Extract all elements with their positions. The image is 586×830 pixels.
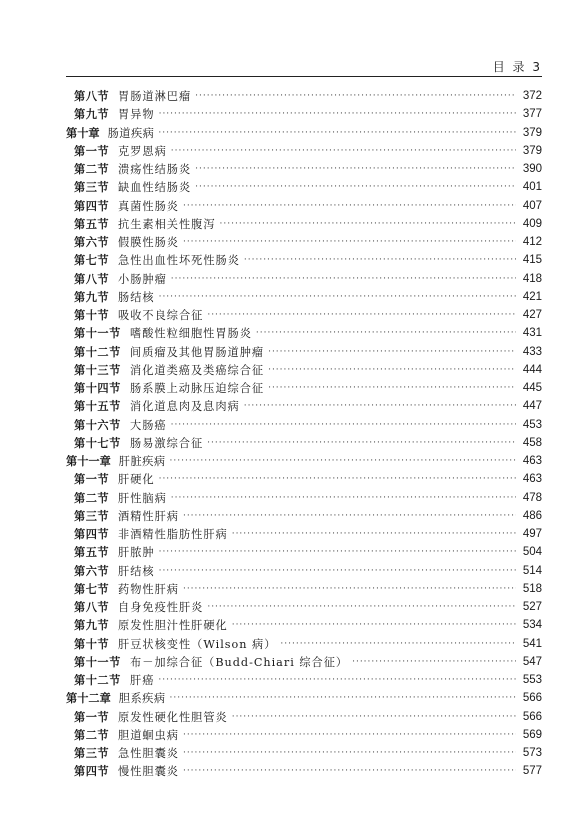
entry-page-number: 427 bbox=[522, 309, 542, 322]
entry-number: 第三节 bbox=[74, 180, 110, 195]
dot-leader bbox=[195, 87, 516, 105]
entry-number: 第六节 bbox=[74, 563, 110, 578]
dot-leader bbox=[220, 215, 516, 233]
entry-title: 胃异物 bbox=[118, 108, 155, 122]
entry-page-number: 478 bbox=[522, 491, 542, 504]
toc-section-entry bbox=[66, 470, 542, 488]
dot-leader bbox=[195, 178, 516, 196]
toc-section-entry bbox=[66, 635, 542, 653]
toc-section-entry bbox=[66, 233, 542, 251]
dot-leader bbox=[159, 288, 516, 306]
header-title: 目 录 3 bbox=[492, 60, 542, 74]
entry-number: 第九节 bbox=[74, 107, 110, 122]
entry-page-number: 518 bbox=[522, 582, 542, 595]
dot-leader bbox=[280, 635, 516, 653]
entry-page-number: 407 bbox=[522, 199, 542, 212]
entry-title: 间质瘤及其他胃肠道肿瘤 bbox=[130, 345, 265, 359]
toc-section-entry bbox=[66, 543, 542, 561]
dot-leader bbox=[159, 470, 516, 488]
toc-chapter-entry bbox=[66, 452, 542, 470]
entry-page-number: 577 bbox=[522, 765, 542, 778]
dot-leader bbox=[207, 598, 516, 616]
dot-leader bbox=[232, 525, 516, 543]
dot-leader bbox=[170, 452, 516, 470]
toc-section-entry bbox=[66, 178, 542, 196]
toc-chapter-entry bbox=[66, 124, 542, 142]
entry-page-number: 553 bbox=[522, 674, 542, 687]
toc-section-entry bbox=[66, 288, 542, 306]
entry-page-number: 401 bbox=[522, 181, 542, 194]
entry-number: 第七节 bbox=[74, 581, 110, 596]
entry-number: 第八节 bbox=[74, 600, 110, 615]
entry-title: 抗生素相关性腹泻 bbox=[118, 217, 216, 231]
dot-leader bbox=[195, 160, 516, 178]
dot-leader bbox=[183, 507, 516, 525]
dot-leader bbox=[183, 762, 516, 780]
toc-section-entry bbox=[66, 397, 542, 415]
entry-page-number: 379 bbox=[522, 144, 542, 157]
entry-title: 肝癌 bbox=[130, 674, 155, 688]
entry-number: 第十一节 bbox=[74, 326, 121, 341]
dot-leader bbox=[159, 543, 516, 561]
entry-number: 第四节 bbox=[74, 764, 110, 779]
entry-number: 第五节 bbox=[74, 545, 110, 560]
entry-page-number: 377 bbox=[522, 108, 542, 121]
dot-leader bbox=[183, 744, 516, 762]
dot-leader bbox=[183, 726, 516, 744]
toc-section-entry bbox=[66, 197, 542, 215]
dot-leader bbox=[244, 251, 516, 269]
entry-title: 肝性脑病 bbox=[118, 491, 167, 505]
entry-page-number: 534 bbox=[522, 619, 542, 632]
entry-number: 第六节 bbox=[74, 235, 110, 250]
entry-number: 第五节 bbox=[74, 216, 110, 231]
toc-section-entry bbox=[66, 744, 542, 762]
entry-number: 第二节 bbox=[74, 490, 110, 505]
entry-title: 消化道息肉及息肉病 bbox=[130, 400, 240, 414]
toc-section-entry bbox=[66, 616, 542, 634]
entry-number: 第四节 bbox=[74, 527, 110, 542]
toc-section-entry bbox=[66, 306, 542, 324]
toc-section-entry bbox=[66, 525, 542, 543]
entry-number: 第一节 bbox=[74, 143, 110, 158]
entry-page-number: 458 bbox=[522, 436, 542, 449]
dot-leader bbox=[158, 671, 516, 689]
toc-section-entry bbox=[66, 598, 542, 616]
toc-section-entry bbox=[66, 251, 542, 269]
toc-section-entry bbox=[66, 361, 542, 379]
entry-page-number: 433 bbox=[522, 345, 542, 358]
entry-number: 第十二章 bbox=[66, 691, 111, 706]
entry-number: 第十四节 bbox=[74, 381, 121, 396]
toc-section-entry bbox=[66, 343, 542, 361]
entry-title: 大肠癌 bbox=[130, 418, 167, 432]
entry-title: 缺血性结肠炎 bbox=[118, 181, 192, 195]
toc-section-entry bbox=[66, 324, 542, 342]
dot-leader bbox=[183, 197, 516, 215]
entry-title: 肝结核 bbox=[118, 564, 155, 578]
dot-leader bbox=[207, 434, 516, 452]
entry-number: 第十节 bbox=[74, 636, 110, 651]
toc-section-entry bbox=[66, 270, 542, 288]
entry-number: 第九节 bbox=[74, 618, 110, 633]
toc-section-entry bbox=[66, 379, 542, 397]
dot-leader bbox=[268, 379, 516, 397]
entry-page-number: 463 bbox=[522, 455, 542, 468]
entry-title: 克罗恩病 bbox=[118, 144, 167, 158]
entry-number: 第十五节 bbox=[74, 399, 121, 414]
entry-page-number: 453 bbox=[522, 418, 542, 431]
toc-section-entry bbox=[66, 142, 542, 160]
dot-leader bbox=[171, 142, 516, 160]
toc-section-entry bbox=[66, 416, 542, 434]
toc-section-entry bbox=[66, 105, 542, 123]
entry-title: 原发性胆汁性肝硬化 bbox=[118, 619, 228, 633]
entry-number: 第一节 bbox=[74, 709, 110, 724]
entry-number: 第八节 bbox=[74, 271, 110, 286]
dot-leader bbox=[232, 616, 516, 634]
entry-page-number: 463 bbox=[522, 473, 542, 486]
dot-leader bbox=[256, 324, 516, 342]
entry-page-number: 379 bbox=[522, 126, 542, 139]
entry-title: 肝脏疾病 bbox=[118, 455, 166, 469]
entry-number: 第七节 bbox=[74, 253, 110, 268]
entry-number: 第十节 bbox=[74, 308, 110, 323]
entry-page-number: 390 bbox=[522, 163, 542, 176]
entry-page-number: 566 bbox=[522, 692, 542, 705]
entry-title: 肠道疾病 bbox=[107, 126, 155, 140]
entry-number: 第三节 bbox=[74, 746, 110, 761]
entry-title: 药物性肝病 bbox=[118, 582, 179, 596]
entry-number: 第四节 bbox=[74, 198, 110, 213]
entry-title: 真菌性肠炎 bbox=[118, 199, 179, 213]
entry-title: 胆道蛔虫病 bbox=[118, 728, 179, 742]
entry-title: 肝脓肿 bbox=[118, 546, 155, 560]
toc-section-entry bbox=[66, 671, 542, 689]
entry-title: 肠系膜上动脉压迫综合征 bbox=[130, 382, 265, 396]
entry-title: 自身免疫性肝炎 bbox=[118, 601, 204, 615]
dot-leader bbox=[207, 306, 516, 324]
entry-number: 第十二节 bbox=[74, 344, 121, 359]
entry-page-number: 418 bbox=[522, 272, 542, 285]
table-of-contents bbox=[66, 87, 542, 781]
dot-leader bbox=[232, 708, 516, 726]
toc-section-entry bbox=[66, 434, 542, 452]
dot-leader bbox=[183, 233, 516, 251]
toc-section-entry bbox=[66, 562, 542, 580]
entry-title: 肠易激综合征 bbox=[130, 436, 204, 450]
dot-leader bbox=[158, 124, 516, 142]
entry-page-number: 566 bbox=[522, 710, 542, 723]
entry-title: 小肠肿瘤 bbox=[118, 272, 167, 286]
entry-title: 布－加综合征（Budd-Chiari 综合征） bbox=[130, 655, 349, 669]
entry-number: 第十三节 bbox=[74, 362, 121, 377]
entry-page-number: 412 bbox=[522, 236, 542, 249]
toc-section-entry bbox=[66, 580, 542, 598]
entry-title: 慢性胆囊炎 bbox=[118, 765, 179, 779]
entry-page-number: 409 bbox=[522, 217, 542, 230]
entry-page-number: 504 bbox=[522, 546, 542, 559]
dot-leader bbox=[159, 105, 516, 123]
toc-chapter-entry bbox=[66, 689, 542, 707]
toc-section-entry bbox=[66, 160, 542, 178]
entry-page-number: 372 bbox=[522, 90, 542, 103]
entry-title: 假膜性肠炎 bbox=[118, 236, 179, 250]
entry-title: 原发性硬化性胆管炎 bbox=[118, 710, 228, 724]
entry-number: 第九节 bbox=[74, 289, 110, 304]
dot-leader bbox=[244, 397, 516, 415]
dot-leader bbox=[170, 689, 516, 707]
toc-section-entry bbox=[66, 489, 542, 507]
dot-leader bbox=[183, 580, 516, 598]
entry-number: 第二节 bbox=[74, 162, 110, 177]
toc-section-entry bbox=[66, 762, 542, 780]
entry-title: 溃疡性结肠炎 bbox=[118, 163, 192, 177]
entry-title: 非酒精性脂肪性肝病 bbox=[118, 528, 228, 542]
entry-title: 肠结核 bbox=[118, 290, 155, 304]
entry-page-number: 569 bbox=[522, 728, 542, 741]
toc-section-entry bbox=[66, 87, 542, 105]
entry-title: 消化道类癌及类癌综合征 bbox=[130, 363, 265, 377]
entry-page-number: 527 bbox=[522, 601, 542, 614]
toc-section-entry bbox=[66, 215, 542, 233]
dot-leader bbox=[268, 343, 516, 361]
entry-page-number: 444 bbox=[522, 363, 542, 376]
entry-page-number: 541 bbox=[522, 637, 542, 650]
entry-page-number: 497 bbox=[522, 528, 542, 541]
entry-page-number: 547 bbox=[522, 655, 542, 668]
entry-page-number: 447 bbox=[522, 400, 542, 413]
entry-title: 急性胆囊炎 bbox=[118, 747, 179, 761]
entry-title: 肝硬化 bbox=[118, 473, 155, 487]
entry-page-number: 421 bbox=[522, 290, 542, 303]
entry-number: 第八节 bbox=[74, 89, 110, 104]
entry-page-number: 486 bbox=[522, 509, 542, 522]
entry-number: 第十一章 bbox=[66, 454, 111, 469]
entry-page-number: 573 bbox=[522, 747, 542, 760]
entry-number: 第三节 bbox=[74, 508, 110, 523]
entry-title: 酒精性肝病 bbox=[118, 509, 179, 523]
entry-number: 第十七节 bbox=[74, 435, 121, 450]
entry-title: 胆系疾病 bbox=[118, 692, 166, 706]
entry-number: 第十六节 bbox=[74, 417, 121, 432]
dot-leader bbox=[159, 562, 516, 580]
entry-page-number: 415 bbox=[522, 254, 542, 267]
entry-page-number: 445 bbox=[522, 382, 542, 395]
entry-page-number: 431 bbox=[522, 327, 542, 340]
entry-title: 急性出血性坏死性肠炎 bbox=[118, 254, 240, 268]
toc-section-entry bbox=[66, 653, 542, 671]
entry-number: 第二节 bbox=[74, 727, 110, 742]
entry-number: 第十一节 bbox=[74, 654, 121, 669]
entry-number: 第十章 bbox=[66, 125, 100, 140]
entry-number: 第一节 bbox=[74, 472, 110, 487]
entry-page-number: 514 bbox=[522, 564, 542, 577]
entry-number: 第十二节 bbox=[74, 673, 121, 688]
dot-leader bbox=[171, 416, 516, 434]
entry-title: 嗜酸性粒细胞性胃肠炎 bbox=[130, 327, 252, 341]
dot-leader bbox=[268, 361, 516, 379]
entry-title: 肝豆状核变性（Wilson 病） bbox=[118, 637, 277, 651]
entry-title: 吸收不良综合征 bbox=[118, 309, 204, 323]
dot-leader bbox=[171, 270, 516, 288]
dot-leader bbox=[171, 489, 516, 507]
dot-leader bbox=[352, 653, 516, 671]
toc-section-entry bbox=[66, 726, 542, 744]
entry-title: 胃肠道淋巴瘤 bbox=[118, 90, 192, 104]
page-header bbox=[66, 58, 542, 77]
toc-section-entry bbox=[66, 708, 542, 726]
toc-section-entry bbox=[66, 507, 542, 525]
